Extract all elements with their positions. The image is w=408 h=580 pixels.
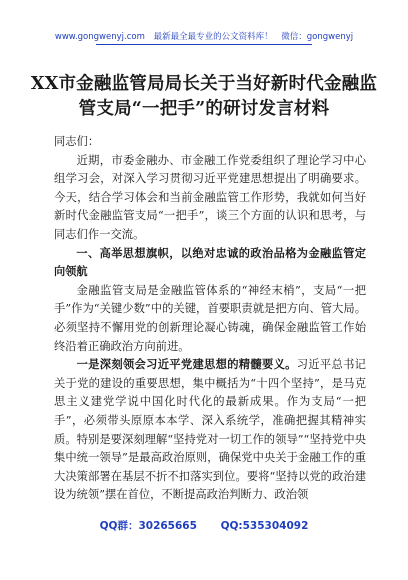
point-lead-1: 一是深刻领会习近平党建思想的精髓要义。 — [76, 358, 297, 372]
point-paragraph-1 — [54, 356, 366, 505]
intro-paragraph: 近期，市委金融办、市金融工作党委组织了理论学习中心组学习会，对深入学习贯彻习近平党建思想提出了明确要求。今天，结合学习体会和当前金融监管工作形势，我就如何当好新时代金融监管支局“一把手”，谈三个方面的认识和思考，与同志们作一交流。 — [54, 153, 366, 241]
point-body-1: 习近平总书记关于党的建设的重要思想，集中概括为“十四个坚持”，是马克思主义建党学说中国化时代化的最新成果。作为支局“一把手”，必须带头原原本本学、深入系统学，准确把握其精神实质。特别是要深刻理解“坚持党对一切工作的领导”“坚持党中央集中统一领导”是最高政治原则，确保党中央关于金融工作的重大决策部署在基层不折不扣落实到位。要将“坚持以党的政治建设为统领”摆在首位，不断提高政治判断力、政治领 — [54, 358, 366, 502]
salutation: 同志们： — [54, 135, 100, 148]
site-url-link[interactable]: www.gongwenyj.com — [54, 32, 145, 42]
wechat-id: 微信：gongwenyj — [281, 32, 354, 42]
header-divider — [96, 44, 312, 45]
site-slogan: 最新最全最专业的公文资料库！ — [153, 32, 273, 42]
section1-paragraph: 金融监管支局是金融监管体系的“神经末梢”，支局“一把手”作为“关键少数”中的关键，首要职责就是把方向、管大局。必须坚持不懈用党的创新理论凝心铸魂，确保金融监管工作始终沿着正确政治方向前进。 — [54, 283, 366, 353]
qq-group: QQ群：30265665 — [99, 520, 197, 532]
document-body — [54, 133, 366, 505]
contact-footer — [0, 518, 408, 533]
qq-number: QQ:535304092 — [220, 520, 309, 532]
section-heading-1: 一、高举思想旗帜，以绝对忠诚的政治品格为金融监管定向领航 — [54, 246, 366, 279]
site-header — [0, 30, 408, 42]
document-title: XX市金融监管局局长关于当好新时代金融监管支局“一把手”的研讨发言材料 — [30, 74, 378, 119]
